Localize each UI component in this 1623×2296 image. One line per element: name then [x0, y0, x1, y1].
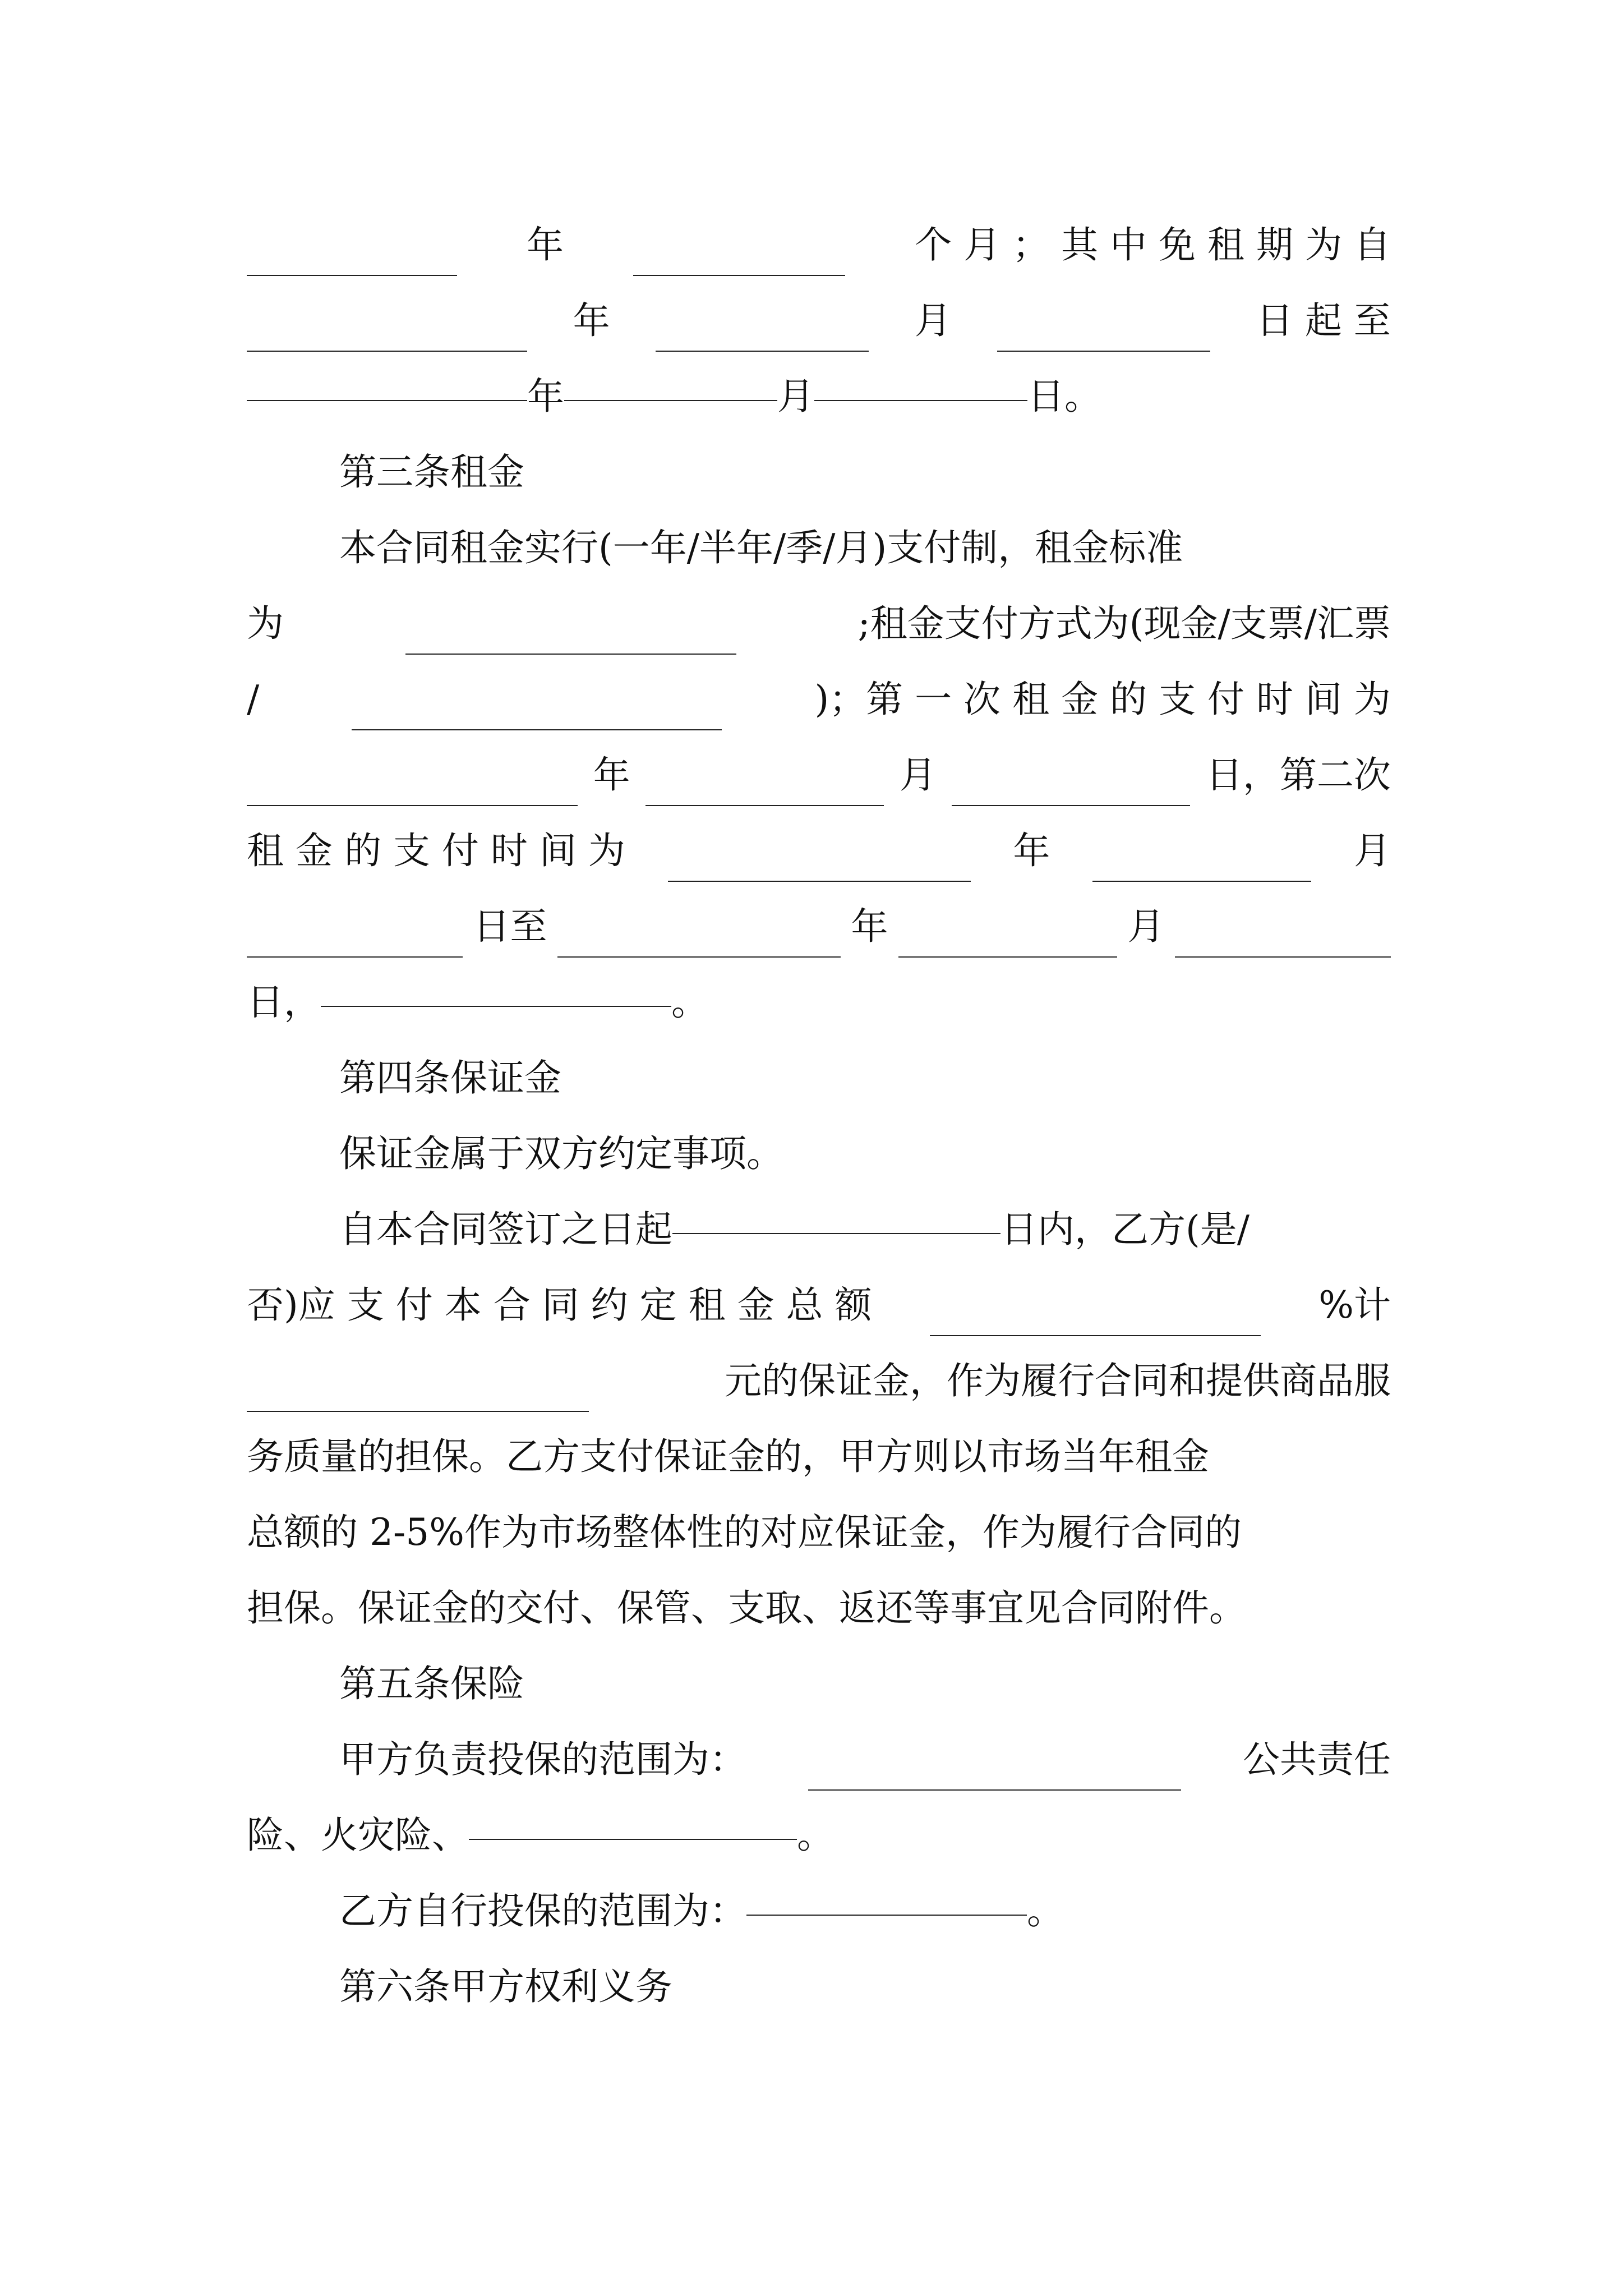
- landlord-insurance-line: [247, 1729, 1391, 1791]
- first-payment-year-blank[interactable]: [247, 798, 578, 806]
- rent-free-start-line: [247, 290, 1391, 352]
- year-label: 年: [573, 299, 610, 342]
- period-mark: 。: [797, 1814, 834, 1857]
- percent-label: %计: [1318, 1283, 1391, 1327]
- first-payment-month-blank[interactable]: [645, 798, 884, 806]
- payment-method-text: ;租金支付方式为(现金/支票/汇票: [857, 602, 1391, 645]
- month-label: 月: [914, 299, 952, 342]
- rent-free-text: 个 月 ； 其 中 免 租 期 为 自: [915, 223, 1391, 266]
- tenant-insurance-label: 乙方自行投保的范围为：: [339, 1889, 746, 1932]
- rent-free-end-day-blank[interactable]: [814, 393, 1027, 401]
- month-label: 月: [1127, 905, 1165, 948]
- deposit-percent-label: 否)应 支 付 本 合 同 约 定 租 金 总 额: [247, 1283, 872, 1327]
- second-payment-day-blank[interactable]: [247, 950, 463, 958]
- rent-free-end-year-blank[interactable]: [247, 393, 527, 401]
- landlord-insurance-blank[interactable]: [808, 1783, 1181, 1791]
- deposit-intro: 保证金属于双方约定事项。: [339, 1132, 783, 1175]
- first-payment-day-blank[interactable]: [952, 798, 1190, 806]
- rent-payment-paragraph: 本合同租金实行(一年/半年/季/月)支付制，租金标准: [339, 526, 1183, 569]
- rent-standard-blank[interactable]: [405, 647, 736, 655]
- slash-label: /: [247, 678, 260, 721]
- second-payment-line: [247, 820, 1391, 882]
- second-payment-text: 日，第二次: [1205, 753, 1391, 797]
- first-payment-date-line: [247, 744, 1391, 806]
- rent-free-start-year-blank[interactable]: [247, 344, 527, 352]
- rent-free-start-month-blank[interactable]: [656, 344, 869, 352]
- second-payment-month-blank[interactable]: [1092, 874, 1311, 882]
- deposit-days-label: 自本合同签订之日起: [339, 1208, 672, 1251]
- deposit-paragraph-line: 务质量的担保。乙方支付保证金的，甲方则以市场当年租金: [247, 1435, 1209, 1478]
- period-mark: 。: [671, 981, 708, 1024]
- rent-free-end-month-blank[interactable]: [564, 393, 777, 401]
- rent-standard-line: [247, 593, 1391, 655]
- from-to-label: 日 起 至: [1256, 299, 1391, 342]
- years-blank[interactable]: [247, 268, 457, 276]
- lease-term-line: [247, 214, 1391, 276]
- day-label: 日，: [247, 981, 321, 1024]
- payment-extra-line: [247, 972, 1391, 1033]
- article-6-heading: 第六条甲方权利义务: [339, 1965, 672, 2008]
- second-payment-year-blank[interactable]: [668, 874, 971, 882]
- deposit-percent-blank[interactable]: [930, 1328, 1261, 1336]
- deposit-days-blank[interactable]: [672, 1226, 1000, 1234]
- payment-period-line: [247, 896, 1391, 958]
- other-payment-method-blank[interactable]: [352, 723, 722, 730]
- insurance-types-line: [247, 1805, 1391, 1866]
- year-label: 年: [1013, 829, 1050, 872]
- period-mark: 。: [1027, 1889, 1064, 1932]
- month-label: 月: [1353, 829, 1391, 872]
- liability-insurance-text: 公共责任: [1243, 1738, 1391, 1781]
- tenant-insurance-blank[interactable]: [746, 1908, 1027, 1916]
- payment-method-line: [247, 669, 1391, 730]
- tenant-insurance-line: [247, 1880, 1391, 1942]
- wei-label: 为: [247, 602, 284, 645]
- period-end-month-blank[interactable]: [898, 950, 1117, 958]
- year-label: 年: [851, 905, 888, 948]
- month-label: 月: [899, 753, 937, 797]
- deposit-paragraph-line: 总额的 2-5%作为市场整体性的对应保证金，作为履行合同的: [247, 1511, 1242, 1554]
- payment-extra-blank[interactable]: [321, 999, 671, 1007]
- landlord-insurance-label: 甲方负责投保的范围为：: [339, 1738, 746, 1781]
- year-label: 年: [527, 375, 564, 418]
- deposit-paragraph-line: 担保。保证金的交付、保管、支取、返还等事宜见合同附件。: [247, 1586, 1246, 1630]
- rent-free-start-day-blank[interactable]: [997, 344, 1210, 352]
- other-insurance-blank[interactable]: [469, 1832, 797, 1840]
- deposit-percent-line: [247, 1274, 1391, 1336]
- rent-free-end-line: [247, 366, 1391, 427]
- day-to-label: 日至: [473, 905, 547, 948]
- deposit-amount-text: 元的保证金，作为履行合同和提供商品服: [725, 1359, 1391, 1402]
- period-end-year-blank[interactable]: [557, 950, 841, 958]
- first-payment-text: )；第 一 次 租 金 的 支 付 时 间 为: [814, 678, 1391, 721]
- article-3-heading: 第三条租金: [339, 450, 524, 494]
- insurance-types-label: 险、火灾险、: [247, 1814, 469, 1857]
- deposit-party-text: 日内，乙方(是/: [1000, 1208, 1249, 1251]
- article-5-heading: 第五条保险: [339, 1662, 524, 1705]
- months-blank[interactable]: [633, 268, 845, 276]
- deposit-amount-line: [247, 1350, 1391, 1412]
- year-label: 年: [527, 223, 564, 266]
- period-end-day-blank[interactable]: [1175, 950, 1391, 958]
- deposit-days-line: [247, 1199, 1391, 1260]
- deposit-amount-blank[interactable]: [247, 1404, 589, 1412]
- year-label: 年: [593, 753, 630, 797]
- day-label: 日。: [1027, 375, 1101, 418]
- article-4-heading: 第四条保证金: [339, 1056, 561, 1099]
- month-label: 月: [777, 375, 814, 418]
- second-payment-label: 租 金 的 支 付 时 间 为: [247, 829, 625, 872]
